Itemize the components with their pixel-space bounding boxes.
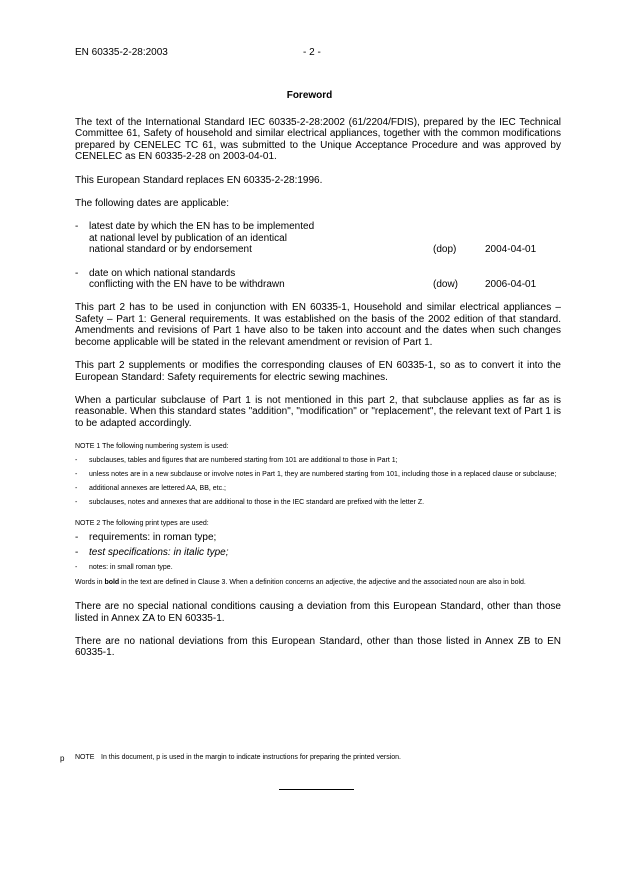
list-item: - additional annexes are lettered AA, BB, etc.; — [75, 485, 226, 493]
date-description-line: at national level by publication of an identical — [89, 232, 287, 244]
margin-marker: p — [60, 754, 65, 763]
paragraph-dates-intro: The following dates are applicable: — [75, 198, 229, 210]
list-dash: - — [75, 221, 79, 233]
list-item: - subclauses, tables and figures that are numbered starting from 101 are additional to those in Part 1; — [75, 457, 398, 465]
list-item: - unless notes are in a new subclause or involve notes in Part 1, they are numbered starting from 101, including those in a replaced clause or subclause; — [75, 471, 557, 479]
bold-word: bold — [104, 579, 120, 587]
paragraph-special-conditions: There are no special national conditions causing a deviation from this European Standard, other than those listed in Annex ZA to EN 60335-1. — [75, 601, 561, 624]
paragraph-supplements: This part 2 supplements or modifies the corresponding clauses of EN 60335-1, so as to convert it into the European Standard: Safety requirements for electric sewing machines. — [75, 360, 561, 383]
bold-words-note: Words in bold in the text are defined in Clause 3. When a definition concerns an adjective, the adjective and the associated noun are also in bold. — [75, 579, 526, 587]
paragraph-replaces: This European Standard replaces EN 60335-2-28:1996. — [75, 174, 323, 186]
date-description-line: national standard or by endorsement — [89, 244, 252, 256]
date-value: 2004-04-01 — [485, 244, 537, 256]
note-1 — [75, 442, 561, 507]
dates-list — [75, 221, 561, 290]
paragraph-conjunction: This part 2 has to be used in conjunction with EN 60335-1, Household and similar electrical appliances – Safety – Part 1: General requirements. It was established on the basis of the 2002 edition of that standard. Amendments and revisions of Part 1 have also to be taken into account and the dates when such changes become applicable will be stated in the relevant amendment or revision of Part 1. — [75, 302, 561, 348]
paragraph-national-deviations: There are no national deviations from this European Standard, other than those listed in Annex ZB to EN 60335-1. — [75, 635, 561, 659]
margin-note — [60, 754, 560, 763]
note-2-heading: NOTE 2 The following print types are used: — [75, 520, 209, 528]
paragraph-intro: The text of the International Standard IEC 60335-2-28:2002 (61/2204/FDIS), prepared by the IEC Technical Committee 61, Safety of household and similar electrical appliances, together with the common modifications prepared by CENELEC TC 61, was submitted to the Unique Acceptance Procedure and was approved by CENELEC as EN 60335-2-28 on 2003-04-01. — [75, 117, 561, 163]
paragraph-subclause: When a particular subclause of Part 1 is not mentioned in this part 2, that subclause applies as far as is reasonable. When this standard states "addition", "modification" or "replacement", the relevant text of Part 1 is to be adapted accordingly. — [75, 394, 561, 429]
list-dash: - — [75, 267, 79, 279]
document-id: EN 60335-2-28:2003 — [75, 47, 168, 58]
date-abbreviation: (dop) — [433, 244, 457, 256]
date-value: 2006-04-01 — [485, 279, 537, 291]
list-item: - notes: in small roman type. — [75, 564, 173, 572]
page-number: - 2 - — [303, 47, 321, 58]
date-item-dow — [75, 268, 561, 291]
document-body — [75, 117, 561, 671]
note-1-heading: NOTE 1 The following numbering system is used: — [75, 443, 229, 451]
list-item: - requirements: in roman type; — [75, 532, 217, 544]
date-description-line: conflicting with the EN have to be withdrawn — [89, 279, 285, 291]
end-rule — [279, 789, 354, 790]
date-description-line: latest date by which the EN has to be implemented — [89, 221, 315, 233]
note-2 — [75, 519, 561, 587]
section-title: Foreword — [286, 90, 333, 101]
date-abbreviation: (dow) — [433, 279, 459, 291]
margin-note-text: In this document, p is used in the margin to indicate instructions for preparing the printed version. — [101, 754, 401, 761]
date-description-line: date on which national standards — [89, 267, 236, 279]
note-2-list — [75, 533, 561, 572]
list-item: - subclauses, notes and annexes that are additional to those in the IEC standard are prefixed with the letter Z. — [75, 499, 425, 507]
note-1-list — [75, 456, 561, 507]
date-item-dop — [75, 221, 561, 255]
list-item: - test specifications: in italic type; — [75, 547, 229, 559]
margin-note-label: NOTE — [75, 754, 95, 761]
